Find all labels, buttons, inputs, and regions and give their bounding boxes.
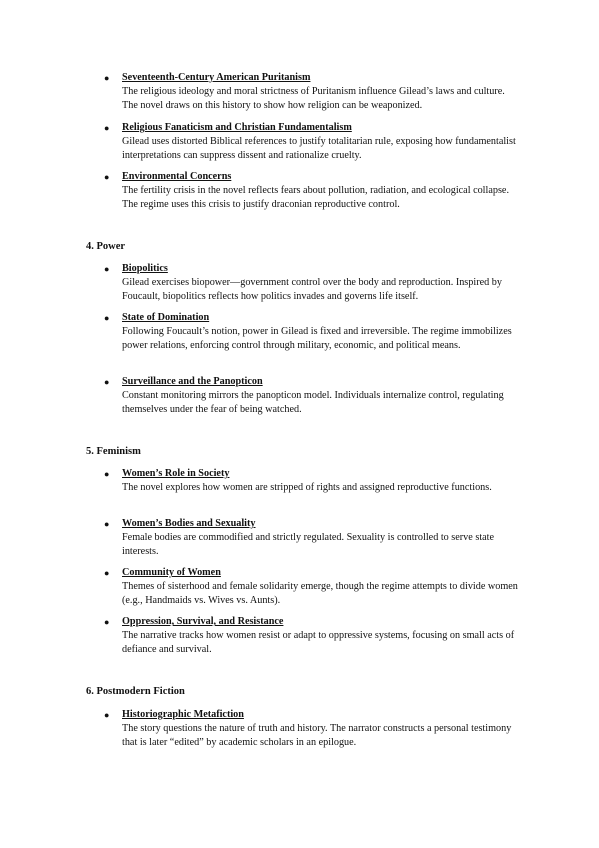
item-description: Gilead exercises biopower—government control over the body and reproduction. Inspired by Foucault, biopolitics reflects how politics invades and governs life itself. — [122, 277, 502, 303]
section-heading: 4. Power — [86, 241, 126, 252]
item-description: The novel explores how women are stripped of rights and assigned reproductive functions. — [122, 482, 492, 494]
item-title: Environmental Concerns — [122, 171, 232, 182]
bullet-icon: ● — [104, 377, 110, 387]
item-description: The fertility crisis in the novel reflects fears about pollution, radiation, and ecological collapse. The regime uses this crisis to justify draconian reproductive control. — [122, 185, 509, 211]
item-description: The religious ideology and moral strictness of Puritanism influence Gilead’s laws and culture. The novel draws on this history to show how religion can be weaponized. — [122, 86, 505, 112]
bullet-icon: ● — [104, 172, 110, 182]
item-title: Community of Women — [122, 567, 221, 578]
item-description: The narrative tracks how women resist or adapt to oppressive systems, focusing on small acts of defiance and survival. — [122, 630, 515, 656]
section-heading: 6. Postmodern Fiction — [86, 686, 185, 697]
item-description: The story questions the nature of truth and history. The narrator constructs a personal testimony that is later “edited” by academic scholars in an epilogue. — [122, 723, 512, 749]
section-heading: 5. Feminism — [86, 446, 141, 457]
bullet-icon: ● — [104, 519, 110, 529]
bullet-icon: ● — [104, 73, 110, 83]
bullet-icon: ● — [104, 469, 110, 479]
item-title: Seventeenth-Century American Puritanism — [122, 72, 311, 83]
bullet-icon: ● — [104, 617, 110, 627]
item-title: Women’s Bodies and Sexuality — [122, 518, 256, 529]
item-title: Women’s Role in Society — [122, 468, 230, 479]
bullet-icon: ● — [104, 123, 110, 133]
item-description: Themes of sisterhood and female solidarity emerge, though the regime attempts to divide women (e.g., Handmaids vs. Wives vs. Aunts). — [122, 581, 518, 607]
item-description: Gilead uses distorted Biblical references to justify totalitarian rule, exposing how fundamentalist interpretations can suppress dissent and rationalize cruelty. — [122, 136, 516, 162]
item-description: Female bodies are commodified and strictly regulated. Sexuality is controlled to serve state interests. — [122, 532, 495, 558]
item-description: Constant monitoring mirrors the panopticon model. Individuals internalize control, regulating themselves under the fear of being watched. — [122, 390, 504, 416]
item-title: Oppression, Survival, and Resistance — [122, 616, 284, 627]
bullet-icon: ● — [104, 710, 110, 720]
bullet-icon: ● — [104, 264, 110, 274]
bullet-icon: ● — [104, 568, 110, 578]
bullet-icon: ● — [104, 313, 110, 323]
item-title: Surveillance and the Panopticon — [122, 376, 263, 387]
item-title: Religious Fanaticism and Christian Fundamentalism — [122, 122, 352, 133]
item-title: Historiographic Metafiction — [122, 709, 244, 720]
item-description: Following Foucault’s notion, power in Gilead is fixed and irreversible. The regime immobilizes power relations, enforcing control through military, economic, and political means. — [122, 326, 512, 352]
item-title: State of Domination — [122, 312, 210, 323]
item-title: Biopolitics — [122, 263, 168, 274]
